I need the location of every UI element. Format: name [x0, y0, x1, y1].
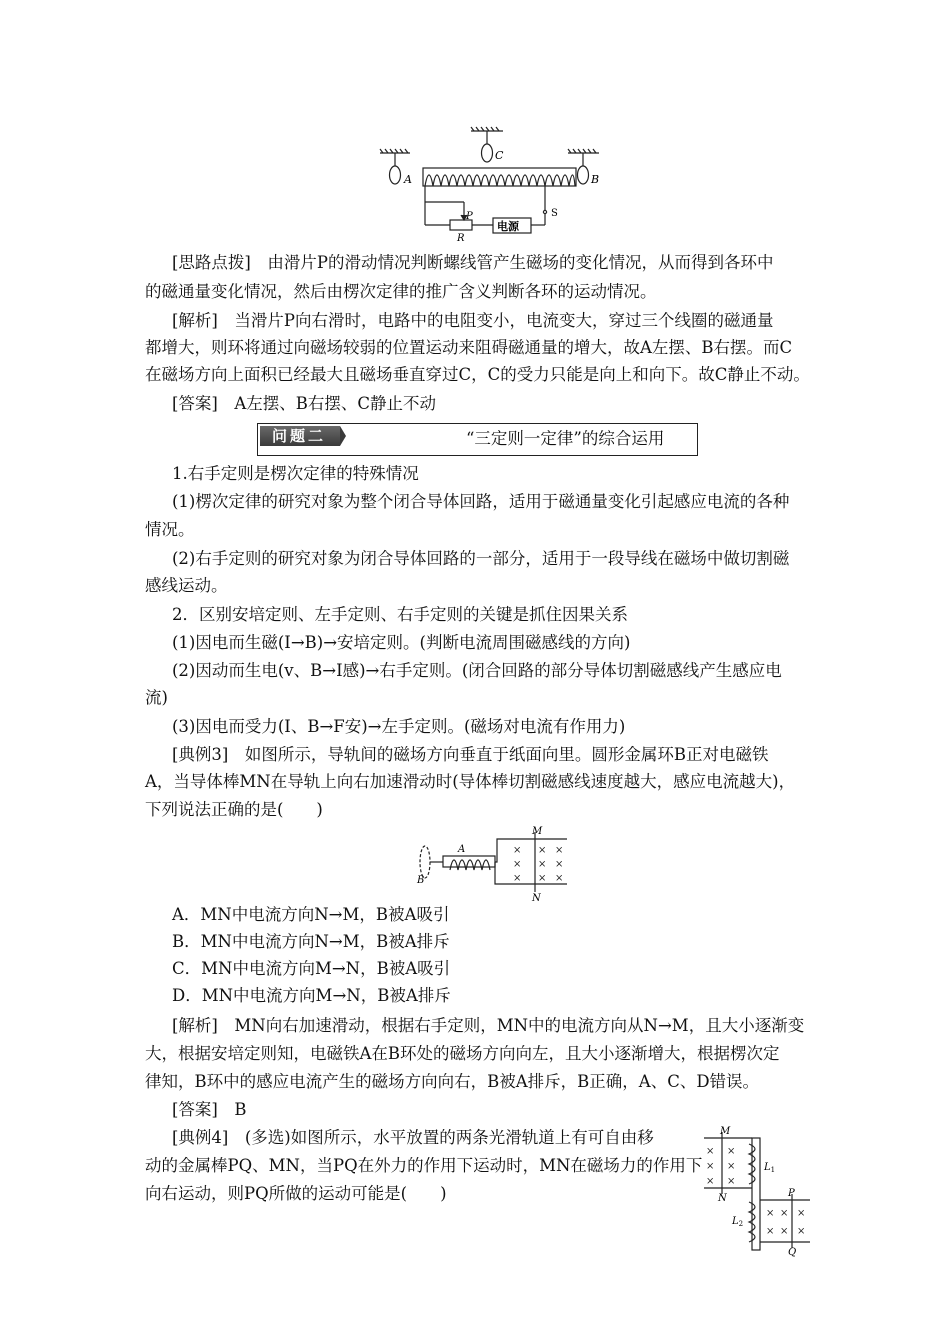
hint-line-2: 的磁通量变化情况，然后由楞次定律的推广含义判断各环的运动情况。 — [145, 282, 657, 301]
fig3-field-cross: × — [706, 1176, 715, 1187]
fig2-field-cross: × — [555, 845, 564, 856]
fig3-field-cross: × — [727, 1146, 736, 1157]
fig3-field-cross: × — [706, 1161, 715, 1172]
section-title: “三定则一定律”的综合运用 — [466, 429, 665, 448]
fig3-label-l1 — [763, 1162, 775, 1174]
fig1-label-b: B — [591, 173, 600, 186]
fig3-field-cross: × — [797, 1208, 806, 1219]
fig3-label-l1-letter: L — [764, 1162, 771, 1173]
example4-line-1: [典例4] (多选)如图所示，水平放置的两条光滑轨道上有可自由移 — [172, 1128, 654, 1147]
fig3-label-n: N — [718, 1193, 727, 1204]
fig3-label-l2 — [731, 1216, 743, 1228]
body-p3a: (2)右手定则的研究对象为闭合导体回路的一部分，适用于一段导线在磁场中做切割磁 — [172, 549, 790, 568]
fig3-field-cross: × — [706, 1146, 715, 1157]
fig2-field-cross: × — [513, 845, 522, 856]
fig3-field-cross: × — [766, 1226, 775, 1237]
fig3-label-q: Q — [788, 1247, 797, 1258]
fig1-power-label: 电源 — [497, 220, 519, 233]
option-d: D．MN中电流方向M→N，B被A排斥 — [172, 986, 451, 1005]
fig2-field-cross: × — [513, 859, 522, 870]
section-header-box — [257, 423, 698, 456]
figure-solenoid-rings — [375, 126, 605, 244]
analysis2-line-3: 律知，B环中的感应电流产生的磁场方向向右，B被A排斥，B正确，A、C、D错误。 — [145, 1072, 760, 1091]
fig2-label-m: M — [532, 826, 543, 837]
option-c: C．MN中电流方向M→N，B被A吸引 — [172, 959, 451, 978]
fig1-label-r: R — [457, 233, 465, 244]
fig2-field-cross: × — [555, 873, 564, 884]
fig2-field-cross: × — [538, 873, 547, 884]
fig3-label-p: P — [788, 1188, 795, 1199]
body-p2b: 情况。 — [145, 520, 195, 539]
hint-line-1: [思路点拨] 由滑片P的滑动情况判断螺线管产生磁场的变化情况，从而得到各环中 — [172, 253, 774, 272]
fig2-label-n: N — [532, 893, 541, 904]
analysis1-line-1: [解析] 当滑片P向右滑时，电路中的电阻变小，电流变大，穿过三个线圈的磁通量 — [172, 311, 774, 330]
body-p1: 1.右手定则是楞次定律的特殊情况 — [172, 464, 419, 483]
body-p5: (1)因电而生磁(I→B)→安培定则。(判断电流周围磁感线的方向) — [172, 633, 631, 652]
analysis1-line-3: 在磁场方向上面积已经最大且磁场垂直穿过C，C的受力只能是向上和向下。故C静止不动。 — [145, 365, 810, 384]
body-p7: (3)因电而受力(I、B→F安)→左手定则。(磁场对电流有作用力) — [172, 717, 626, 736]
fig3-field-cross: × — [727, 1161, 736, 1172]
fig3-field-cross: × — [780, 1226, 789, 1237]
fig1-label-a: A — [404, 173, 412, 186]
fig2-field-cross: × — [538, 845, 547, 856]
fig2-field-cross: × — [513, 873, 522, 884]
analysis2-line-1: [解析] MN向右加速滑动，根据右手定则，MN中的电流方向从N→M，且大小逐渐变 — [172, 1016, 805, 1035]
body-p4: 2．区别安培定则、左手定则、右手定则的关键是抓住因果关系 — [172, 605, 628, 624]
fig3-label-l1-sub: 1 — [770, 1166, 776, 1174]
answer2-line: [答案] B — [172, 1100, 247, 1119]
fig3-field-cross: × — [780, 1208, 789, 1219]
body-p3b: 感线运动。 — [145, 576, 228, 595]
body-p6b: 流) — [145, 688, 168, 707]
fig1-label-c: C — [495, 149, 504, 162]
analysis2-line-2: 大，根据安培定则知，电磁铁A在B环处的磁场方向向左，且大小逐渐增大，根据楞次定 — [145, 1044, 780, 1063]
fig2-label-b: B — [417, 875, 425, 886]
figure-electromagnet-rails — [410, 826, 580, 902]
example3-line-3: 下列说法正确的是( ) — [145, 800, 323, 819]
body-p2a: (1)楞次定律的研究对象为整个闭合导体回路，适用于磁通量变化引起感应电流的各种 — [172, 492, 790, 511]
fig3-label-l2-letter: L — [732, 1216, 739, 1227]
fig2-field-cross: × — [555, 859, 564, 870]
example4-line-2: 动的金属棒PQ、MN，当PQ在外力的作用下运动时，MN在磁场力的作用下 — [145, 1156, 703, 1175]
option-b: B．MN中电流方向N→M，B被A排斥 — [172, 932, 450, 951]
example3-line-1: [典例3] 如图所示，导轨间的磁场方向垂直于纸面向里。圆形金属环B正对电磁铁 — [172, 745, 769, 764]
figure-two-coils-rails — [700, 1124, 815, 1256]
fig2-label-a: A — [458, 844, 466, 855]
fig3-field-cross: × — [727, 1176, 736, 1187]
fig1-label-p: P — [466, 211, 473, 222]
fig3-label-l2-sub: 2 — [738, 1220, 744, 1228]
section-tag: 问题二 — [260, 426, 340, 446]
fig3-field-cross: × — [766, 1208, 775, 1219]
body-p6a: (2)因动而生电(v、B→I感)→右手定则。(闭合回路的部分导体切割磁感线产生感应电 — [172, 661, 782, 680]
example3-line-2: A，当导体棒MN在导轨上向右加速滑动时(导体棒切割磁感线速度越大，感应电流越大)， — [145, 772, 796, 791]
fig3-label-m: M — [720, 1126, 731, 1137]
fig3-field-cross: × — [797, 1226, 806, 1237]
analysis1-line-2: 都增大，则环将通过向磁场较弱的位置运动来阻碍磁通量的增大，故A左摆、B右摆。而C — [145, 338, 793, 357]
option-a: A．MN中电流方向N→M，B被A吸引 — [172, 905, 450, 924]
fig1-label-s: S — [551, 208, 558, 219]
answer1-line: [答案] A左摆、B右摆、C静止不动 — [172, 394, 437, 413]
example4-line-3: 向右运动，则PQ所做的运动可能是( ) — [145, 1184, 447, 1203]
fig2-field-cross: × — [538, 859, 547, 870]
